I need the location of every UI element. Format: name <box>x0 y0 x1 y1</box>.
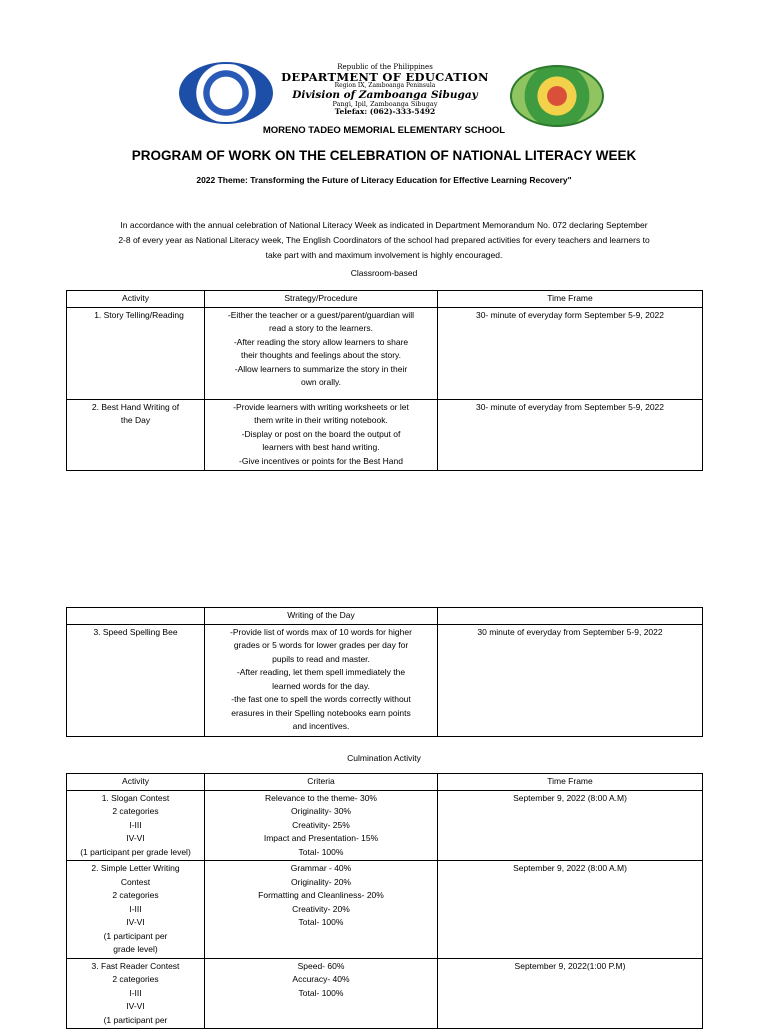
cell-line: Creativity- 20% <box>292 903 350 914</box>
column-header: Criteria <box>205 774 438 791</box>
cell-line: I-III <box>129 987 142 998</box>
document-title: PROGRAM OF WORK ON THE CELEBRATION OF NATIONAL LITERACY WEEK <box>131 148 637 163</box>
criteria-cell <box>205 958 438 1029</box>
cell-line: Contest <box>120 876 151 887</box>
cell-line: learners with best hand writing. <box>262 442 380 452</box>
activity-cell <box>67 399 205 470</box>
strategy-cell: Writing of the Day <box>205 608 438 625</box>
cell-line: I-III <box>129 819 142 830</box>
cell-line: Originality- 20% <box>291 876 351 887</box>
cell-line: -After reading the story allow learners to share <box>233 336 409 347</box>
cell-line: -Allow learners to summarize the story in their <box>234 363 408 374</box>
activity-cell: 3. Speed Spelling Bee <box>67 624 205 736</box>
cell-line: Total- 100% <box>298 987 344 998</box>
classroom-table <box>66 290 703 471</box>
department-line: DEPARTMENT OF EDUCATION <box>281 70 489 85</box>
table-row <box>67 307 703 399</box>
time-cell: 30- minute of everyday form September 5-9, 2022 <box>438 307 703 399</box>
cell-line: grade level) <box>113 944 158 954</box>
cell-line: IV-VI <box>126 917 145 927</box>
activity-cell <box>67 790 205 861</box>
table-row <box>67 958 703 1029</box>
cell-line: own orally. <box>301 377 341 387</box>
cell-line: them write in their writing notebook. <box>254 415 388 425</box>
cell-line: Originality- 30% <box>291 806 351 816</box>
cell-line: Total- 100% <box>298 917 344 927</box>
criteria-cell <box>205 790 438 861</box>
time-cell: September 9, 2022(1:00 P.M) <box>438 958 703 1029</box>
activity-cell <box>67 861 205 959</box>
region-line: Region IX, Zamboanga Peninsula <box>334 82 436 90</box>
intro-line: In accordance with the annual celebration of National Literacy Week as indicated in Department Memorandum No. 072 declaring September <box>120 220 648 230</box>
time-cell: 30 minute of everyday from September 5-9, 2022 <box>438 624 703 736</box>
table-row <box>67 624 703 736</box>
republic-line: Republic of the Philippines <box>337 63 433 71</box>
cell-line: IV-VI <box>126 1001 145 1011</box>
intro-line: 2-8 of every year as National Literacy week, The English Coordinators of the school had prepared activities for every teachers and learners to <box>118 235 650 245</box>
cell-line: 1. Story Telling/Reading <box>94 309 184 320</box>
cell-line: Impact and Presentation- 15% <box>263 833 379 843</box>
column-header: Time Frame <box>438 774 703 791</box>
cell-line: learned words for the day. <box>272 680 370 691</box>
criteria-cell <box>205 861 438 959</box>
cell-line: 2. Simple Letter Writing <box>91 863 180 873</box>
cell-line: (1 participant per <box>103 1014 168 1025</box>
table-row <box>67 608 703 625</box>
time-cell: September 9, 2022 (8:00 A.M) <box>438 790 703 861</box>
column-header: Activity <box>67 774 205 791</box>
cell-line: 2 categories <box>112 890 159 900</box>
cell-line: 2 categories <box>112 974 159 984</box>
cell-line: IV-VI <box>126 833 145 843</box>
letterhead-text <box>275 64 495 115</box>
table-header-row <box>67 774 703 791</box>
division-seal-logo <box>510 65 604 127</box>
cell-line: Accuracy- 40% <box>292 974 350 984</box>
table-header-row <box>67 291 703 308</box>
cell-line: Grammar - 40% <box>290 863 352 873</box>
time-cell <box>438 608 703 625</box>
cell-line: -Either the teacher or a guest/parent/guardian will <box>227 309 415 320</box>
cell-line: 3. Fast Reader Contest <box>91 960 180 971</box>
strategy-cell <box>205 307 438 399</box>
strategy-cell <box>205 399 438 470</box>
table-row <box>67 790 703 861</box>
cell-line: Formatting and Cleanliness- 20% <box>258 890 384 900</box>
cell-line: 2. Best Hand Writing of <box>91 401 180 412</box>
division-line: Division of Zamboanga Sibugay <box>292 88 478 101</box>
classroom-caption: Classroom-based <box>350 268 418 278</box>
cell-line: grades or 5 words for lower grades per day for <box>233 640 409 650</box>
column-header: Time Frame <box>438 291 703 308</box>
cell-line: I-III <box>129 903 142 914</box>
cell-line: (1 participant per <box>103 930 168 941</box>
cell-line: their thoughts and feelings about the story. <box>240 350 402 360</box>
cell-line: (1 participant per grade level) <box>80 846 191 857</box>
cell-line: pupils to read and master. <box>272 653 370 664</box>
cell-line: Speed- 60% <box>297 960 345 971</box>
deped-seal-logo <box>179 62 273 124</box>
cell-line: the Day <box>120 415 151 425</box>
theme-line: 2022 Theme: Transforming the Future of Literacy Education for Effective Learning Recovery" <box>196 175 572 185</box>
column-header: Strategy/Procedure <box>205 291 438 308</box>
classroom-table-continued <box>66 607 703 737</box>
time-cell: 30- minute of everyday from September 5-9, 2022 <box>438 399 703 470</box>
activity-cell <box>67 307 205 399</box>
table-row <box>67 861 703 959</box>
cell-line: Total- 100% <box>298 846 344 857</box>
cell-line: erasures in their Spelling notebooks earn points <box>231 707 411 718</box>
letterhead <box>0 62 768 122</box>
cell-line: -After reading, let them spell immediately the <box>236 667 406 677</box>
culmination-table <box>66 773 703 1029</box>
strategy-cell <box>205 624 438 736</box>
intro-paragraph <box>66 218 702 263</box>
cell-line: -Display or post on the board the output of <box>241 428 401 439</box>
intro-line: take part with and maximum involvement is highly encouraged. <box>265 250 503 260</box>
cell-line: Relevance to the theme- 30% <box>265 792 377 803</box>
cell-line: 2 categories <box>112 806 159 816</box>
school-name: MORENO TADEO MEMORIAL ELEMENTARY SCHOOL <box>262 125 506 136</box>
table-row <box>67 399 703 470</box>
cell-line: -Provide learners with writing worksheets or let <box>233 401 409 412</box>
activity-cell <box>67 608 205 625</box>
culmination-caption: Culmination Activity <box>347 753 421 763</box>
activity-cell <box>67 958 205 1029</box>
time-cell: September 9, 2022 (8:00 A.M) <box>438 861 703 959</box>
cell-line: -Give incentives or points for the Best Hand <box>239 455 403 466</box>
cell-line: 1. Slogan Contest <box>101 792 170 803</box>
cell-line: -the fast one to spell the words correctly without <box>231 694 411 704</box>
cell-line: read a story to the learners. <box>269 323 373 333</box>
telefax-line: Telefax: (062)-333-5492 <box>334 106 436 116</box>
cell-line: and incentives. <box>292 721 350 731</box>
address-line: Pangi, Ipil, Zamboanga Sibugay <box>332 99 438 108</box>
cell-line: -Provide list of words max of 10 words for higher <box>230 626 412 637</box>
cell-line: Creativity- 25% <box>292 819 350 830</box>
column-header: Activity <box>67 291 205 308</box>
